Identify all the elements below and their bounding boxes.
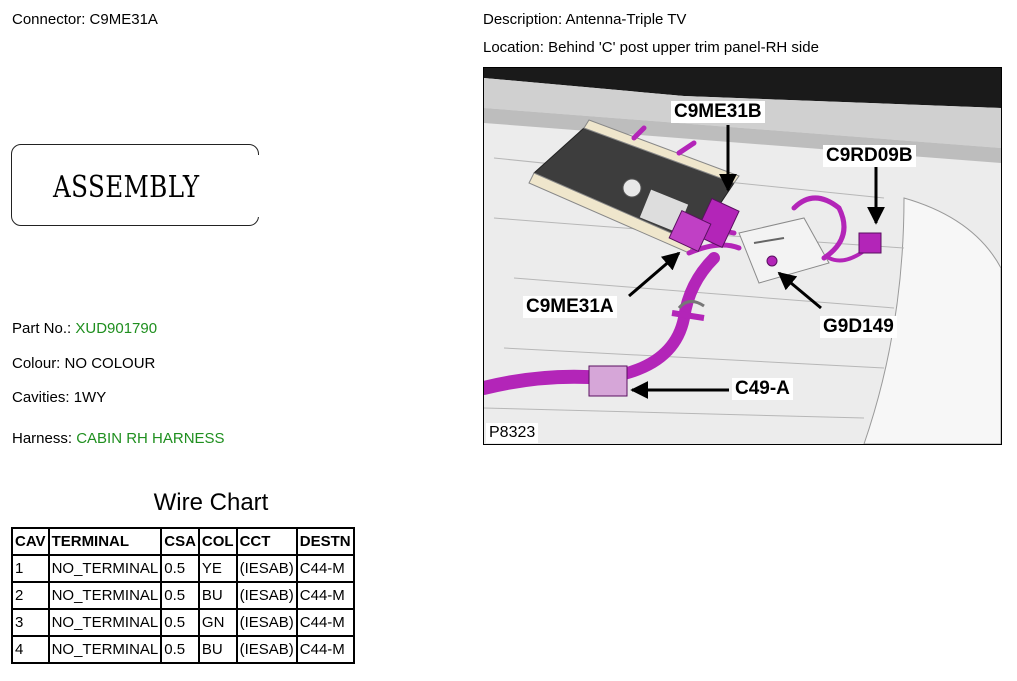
cell-cav: 4 (13, 636, 49, 662)
description-label: Description: (483, 11, 563, 28)
callout-c9me31b: C9ME31B (671, 101, 765, 123)
cell-col: GN (199, 609, 237, 636)
callout-g9d149: G9D149 (820, 316, 897, 338)
cell-cct: (IESAB) (237, 609, 297, 636)
harness-label: Harness: (12, 430, 73, 447)
location-label: Location: (483, 39, 544, 56)
connector-value: C9ME31A (89, 11, 158, 28)
wire-chart-title: Wire Chart (153, 489, 269, 516)
cell-terminal: NO_TERMINAL (49, 582, 162, 609)
callout-c9me31a: C9ME31A (523, 296, 617, 318)
assembly-box (11, 144, 259, 226)
col-header-csa: CSA (161, 529, 199, 555)
callout-c9rd09b: C9RD09B (823, 145, 916, 167)
location-value: Behind 'C' post upper trim panel-RH side (548, 39, 819, 56)
cavities-line (12, 389, 106, 407)
assembly-label: ASSEMBLY (53, 170, 200, 205)
cavities-value: 1WY (73, 389, 107, 406)
description-value: Antenna-Triple TV (565, 11, 687, 28)
cell-csa: 0.5 (161, 609, 199, 636)
table-header-row (13, 529, 353, 555)
table-row (13, 609, 353, 636)
cell-destn: C44-M (297, 636, 353, 662)
cell-destn: C44-M (297, 555, 353, 582)
cell-col: YE (199, 555, 237, 582)
cell-col: BU (199, 582, 237, 609)
cell-csa: 0.5 (161, 582, 199, 609)
colour-value: NO COLOUR (64, 355, 156, 372)
wire-chart-table (11, 527, 355, 664)
location-diagram (483, 67, 1002, 445)
callout-c49a: C49-A (732, 378, 793, 400)
harness-link[interactable]: CABIN RH HARNESS (76, 430, 225, 447)
table-row (13, 636, 353, 662)
cell-terminal: NO_TERMINAL (49, 636, 162, 662)
col-header-cct: CCT (237, 529, 297, 555)
cell-cav: 3 (13, 609, 49, 636)
colour-label: Colour: (12, 355, 61, 372)
cavities-label: Cavities: (12, 389, 70, 406)
col-header-terminal: TERMINAL (49, 529, 162, 555)
connector-label: Connector: (12, 11, 86, 28)
cell-cct: (IESAB) (237, 636, 297, 662)
harness-line (12, 430, 225, 448)
cell-terminal: NO_TERMINAL (49, 555, 162, 582)
connector-line (12, 11, 158, 29)
colour-line (12, 355, 155, 373)
table-row (13, 555, 353, 582)
cell-cav: 2 (13, 582, 49, 609)
cell-col: BU (199, 636, 237, 662)
location-line (483, 39, 819, 57)
part-number-line (12, 320, 157, 338)
description-line (483, 11, 686, 29)
part-number-link[interactable]: XUD901790 (75, 320, 158, 337)
cell-cct: (IESAB) (237, 582, 297, 609)
cell-cct: (IESAB) (237, 555, 297, 582)
table-row (13, 582, 353, 609)
diagram-id-label: P8323 (486, 423, 538, 443)
cell-destn: C44-M (297, 582, 353, 609)
cell-terminal: NO_TERMINAL (49, 609, 162, 636)
col-header-col: COL (199, 529, 237, 555)
part-number-label: Part No.: (12, 320, 72, 337)
cell-csa: 0.5 (161, 555, 199, 582)
cell-destn: C44-M (297, 609, 353, 636)
cell-cav: 1 (13, 555, 49, 582)
col-header-cav: CAV (13, 529, 49, 555)
cell-csa: 0.5 (161, 636, 199, 662)
col-header-destn: DESTN (297, 529, 353, 555)
